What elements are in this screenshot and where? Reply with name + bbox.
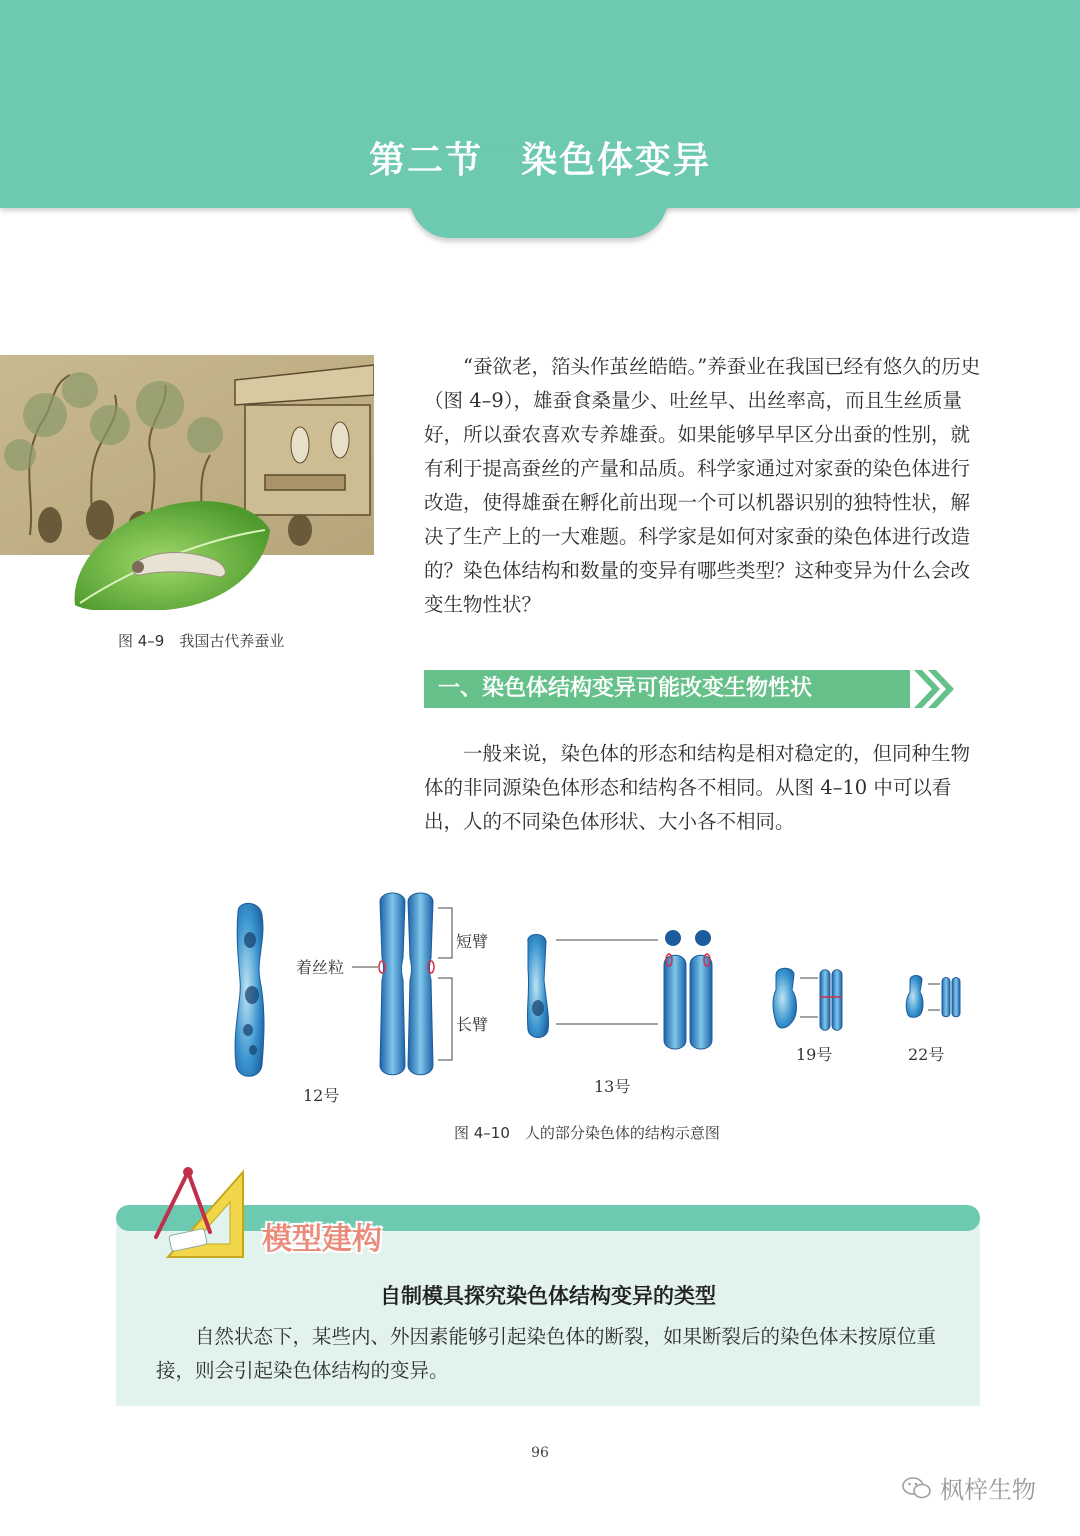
intro-paragraph: “蚕欲老，箔头作茧丝皓皓。”养蚕业在我国已经有悠久的历史（图 4–9），雄蚕食桑量少、吐丝早、出丝率高，而且生丝质量好，所以蚕农喜欢专养雄蚕。如果能够早早区分出蚕的性别，就有利于提高蚕丝的产量和品质。科学家通过对家蚕的染色体进行改造，使得雄蚕在孵化前出现一个可以机器识别的独特性状，解决了生产上的一大难题。科学家是如何对家蚕的染色体进行改造的？染色体结构和数量的变异有哪些类型？这种变异为什么会改变生物性状？: [424, 355, 981, 616]
chromosome-19: [773, 968, 842, 1030]
chromosome-19-label: 19号: [796, 1045, 833, 1064]
watermark: [902, 1470, 1036, 1505]
short-arm-label: 短臂: [456, 932, 489, 951]
chapter-title: 第二节 染色体变异: [368, 140, 711, 181]
chromosome-22-label: 22号: [908, 1045, 945, 1064]
figure-4-9-caption: 图 4–9 我国古代养蚕业: [118, 632, 285, 650]
double-chevron-icon: [912, 668, 956, 710]
watermark-text: 枫梓生物: [940, 1476, 1036, 1504]
ruler-compass-icon: [148, 1162, 258, 1262]
chromosome-12-label: 12号: [303, 1086, 340, 1105]
chromosome-13-single: [527, 935, 658, 1038]
model-building-paragraph: 自然状态下，某些内、外因素能够引起染色体的断裂，如果断裂后的染色体未按原位重接，则会引起染色体结构的变异。: [156, 1325, 937, 1382]
model-building-heading: 自制模具探究染色体结构变异的类型: [380, 1284, 716, 1308]
chromosome-22: [906, 976, 960, 1018]
page-number: 96: [531, 1445, 549, 1461]
centromere-label: 着丝粒: [296, 958, 345, 977]
section-1-heading: 一、染色体结构变异可能改变生物性状: [424, 670, 910, 708]
model-building-label: 模型建构: [262, 1222, 382, 1257]
figure-4-10-caption: 图 4–10 人的部分染色体的结构示意图: [454, 1124, 720, 1142]
wechat-icon: [902, 1475, 932, 1501]
chromosome-13-pair: [664, 930, 712, 1049]
long-arm-label: 长臂: [456, 1015, 489, 1034]
section-1-paragraph: 一般来说，染色体的形态和结构是相对稳定的，但同种生物体的非同源染色体形态和结构各不相同。从图 4–10 中可以看出，人的不同染色体形状、大小各不相同。: [424, 742, 971, 833]
chromosome-13-label: 13号: [594, 1077, 631, 1096]
chromosome-12-pair: [352, 893, 452, 1075]
silkworm-painting-image: [0, 355, 374, 610]
chromosome-12-single: [235, 903, 264, 1076]
